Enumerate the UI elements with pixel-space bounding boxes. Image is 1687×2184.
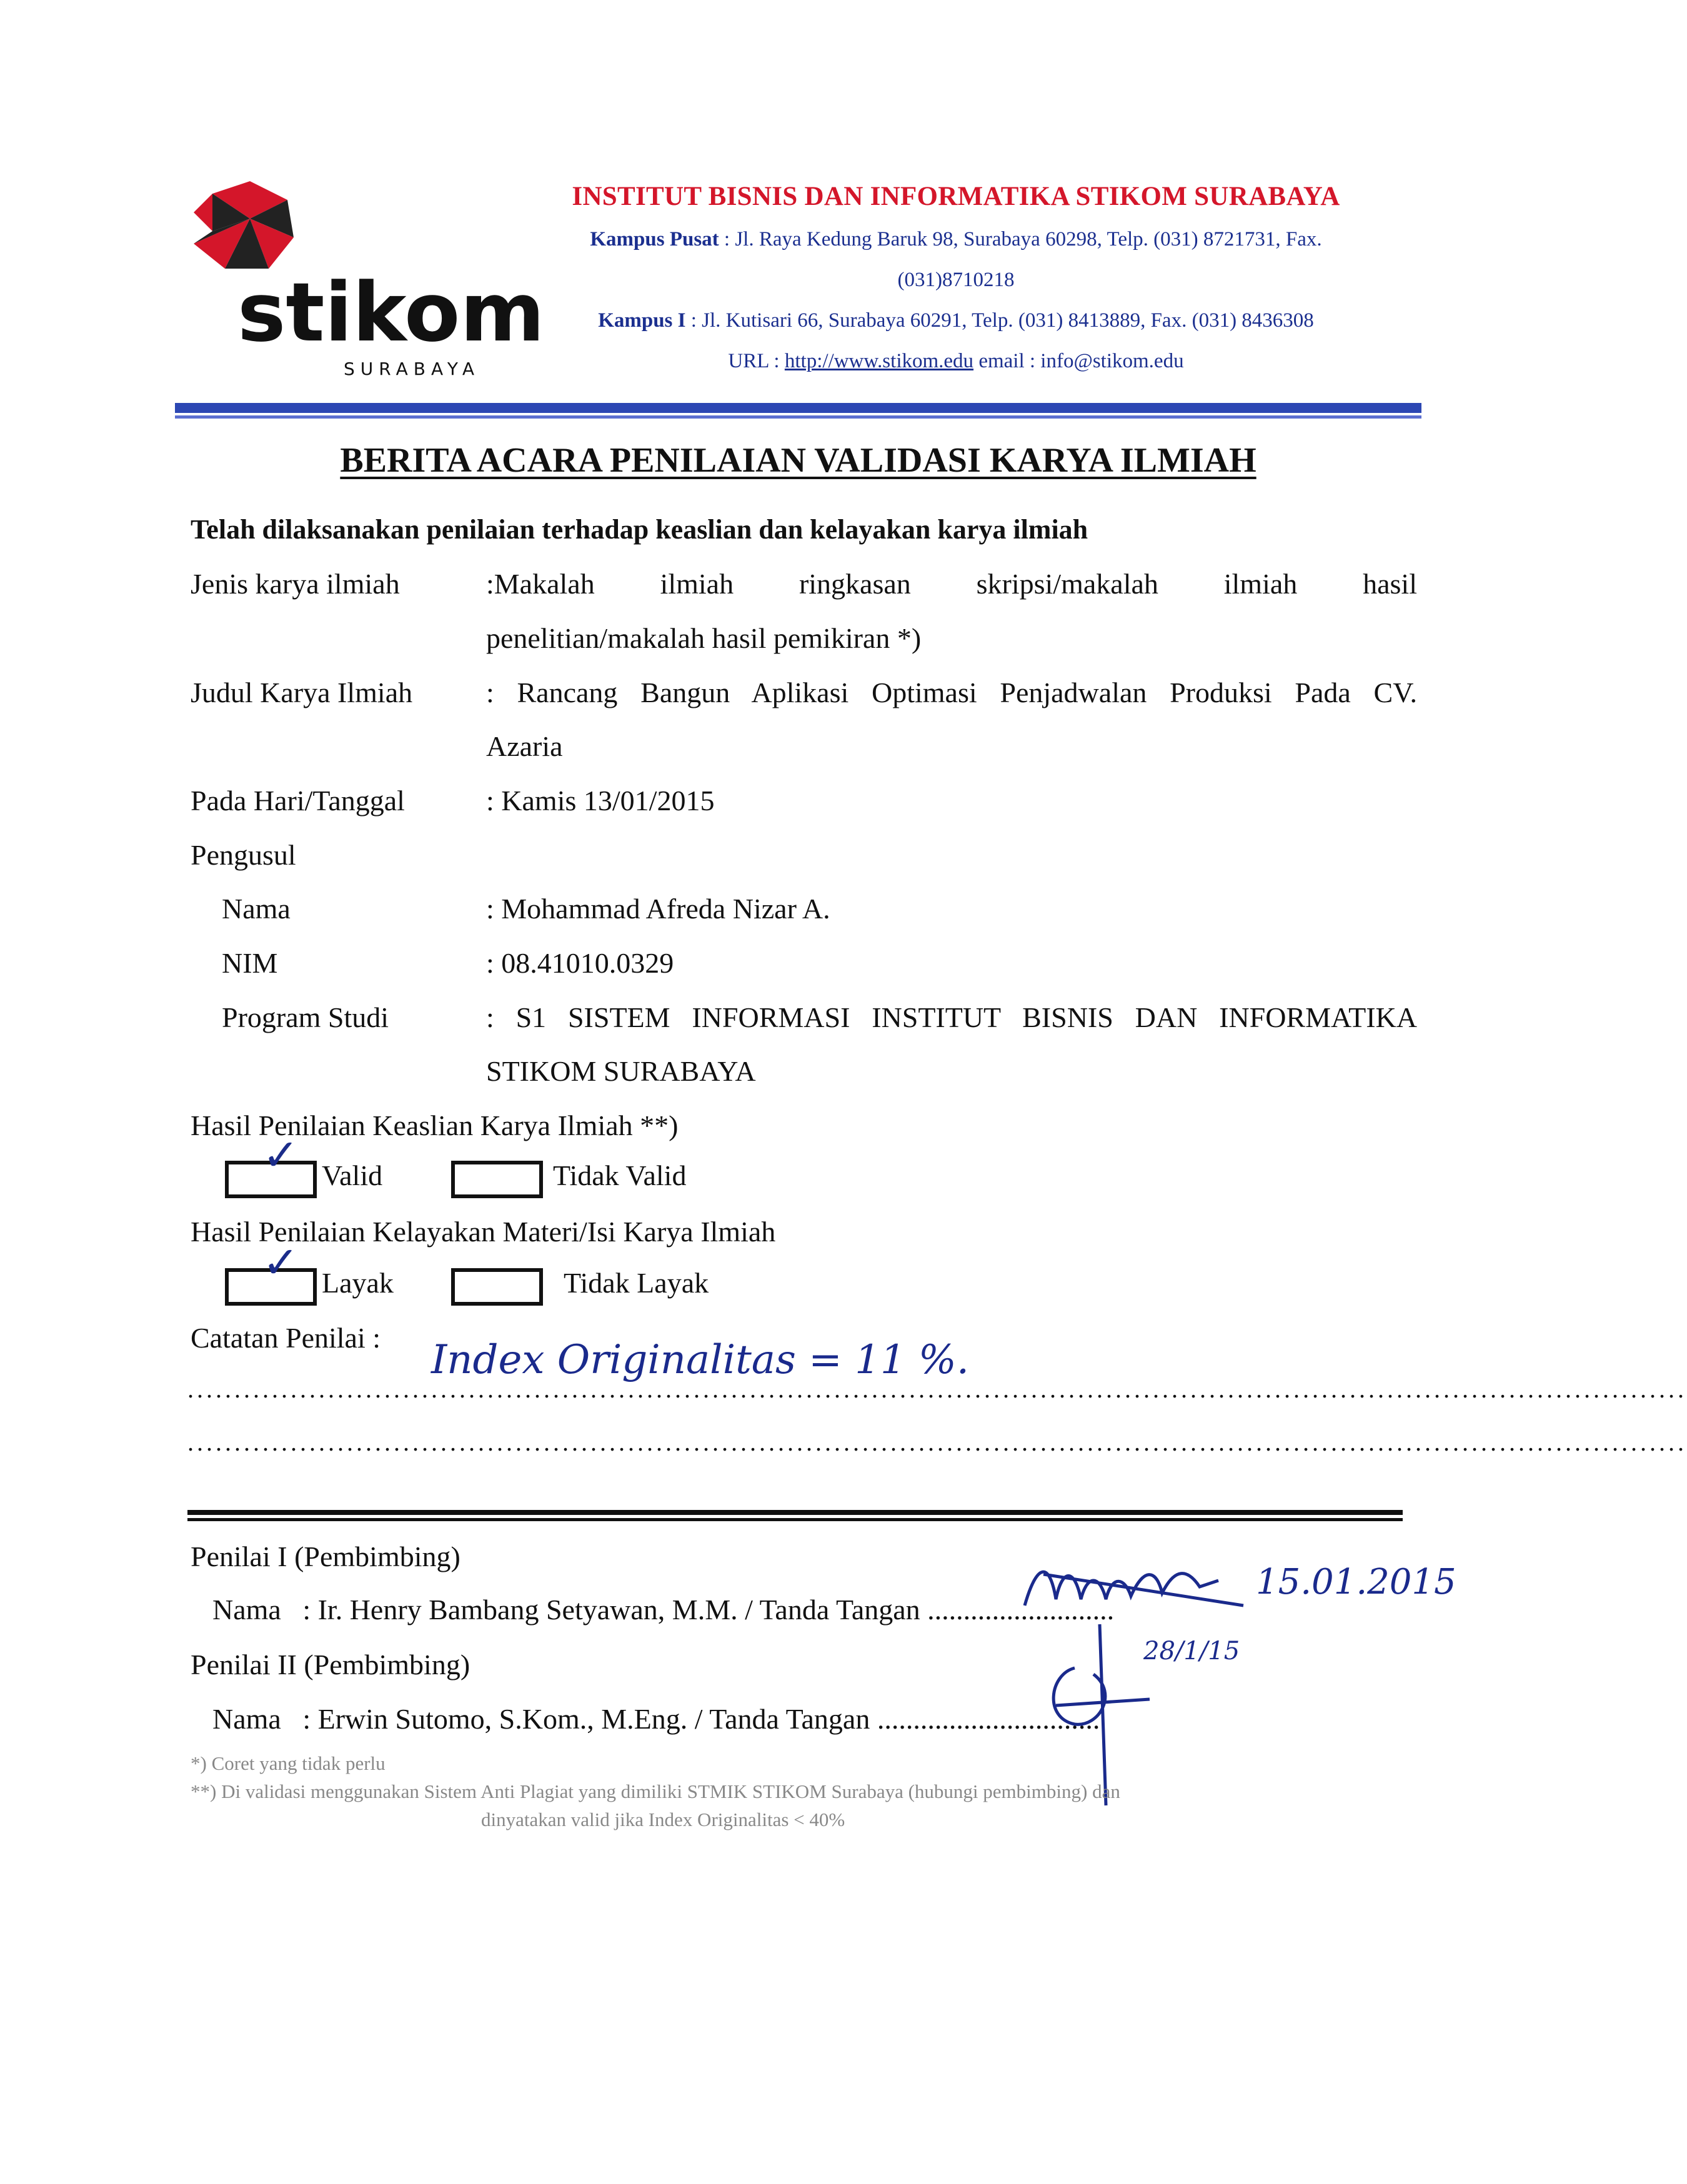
checkmark-icon: ✓ [262,1129,299,1181]
hari-label: Pada Hari/Tanggal [191,785,405,817]
nama-value: : Mohammad Afreda Nizar A. [486,893,830,925]
kampus-pusat-label: Kampus Pusat [590,228,719,251]
kampus-1-line [487,309,1425,332]
penilai-1-date: 15.01.2015 [1256,1562,1456,1602]
jenis-value-line1: :Makalah ilmiah ringkasan skripsi/makalah ilmiah hasil [486,568,1417,600]
institution-name: INSTITUT BISNIS DAN INFORMATIKA STIKOM SURABAYA [572,182,1340,211]
prodi-value-line2: STIKOM SURABAYA [486,1055,756,1087]
prodi-label: Program Studi [222,1001,389,1033]
footnote-2: **) Di validasi menggunakan Sistem Anti Plagiat yang dimiliki STMIK STIKOM Surabaya (hubungi pembimbing) dan [191,1780,1120,1802]
jenis-value-line2: penelitian/makalah hasil pemikiran *) [486,622,922,654]
jenis-label: Jenis karya ilmiah [191,568,400,600]
stikom-logo [187,175,545,387]
header-rule-thin [175,415,1421,419]
document-title: BERITA ACARA PENILAIAN VALIDASI KARYA ILMIAH [340,441,1257,480]
logo-subtext: SURABAYA [344,359,480,379]
judul-label: Judul Karya Ilmiah [191,677,413,708]
penilai-1-label: Penilai I (Pembimbing) [191,1541,460,1572]
footnote-3: dinyatakan valid jika Index Originalitas < 40% [481,1809,845,1830]
catatan-dotted-line-1: ................................................................................................................................................................ [187,1375,1687,1403]
tidak-valid-checkbox[interactable] [451,1161,543,1198]
judul-value-line1: : Rancang Bangun Aplikasi Optimasi Penjadwalan Produksi Pada CV. [486,677,1417,708]
tidak-layak-checkbox[interactable] [451,1268,543,1306]
url-line [487,350,1425,373]
url-label: URL : [728,350,785,372]
footnote-1: *) Coret yang tidak perlu [191,1752,386,1774]
kampus-1-text: : Jl. Kutisari 66, Surabaya 60291, Telp. (031) 8413889, Fax. (031) 8436308 [685,309,1314,332]
penilai-2-name-line: Nama : Erwin Sutomo, S.Kom., M.Eng. / Tanda Tangan ............................... [212,1703,1100,1735]
checkmark-icon: ✓ [262,1237,299,1288]
penilai-2-date: 28/1/15 [1143,1637,1240,1665]
catatan-dotted-line-2: ................................................................................................................................................................ [187,1428,1687,1456]
kelayakan-label: Hasil Penilaian Kelayakan Materi/Isi Karya Ilmiah [191,1216,776,1248]
tidak-layak-label: Tidak Layak [564,1267,709,1299]
judul-value-line2: Azaria [486,730,563,762]
tidak-valid-label: Tidak Valid [553,1159,687,1191]
prodi-value-line1: : S1 SISTEM INFORMASI INSTITUT BISNIS DAN INFORMATIKA [486,1001,1417,1033]
kampus-pusat-text: : Jl. Raya Kedung Baruk 98, Surabaya 60298, Telp. (031) 8721731, Fax. [719,228,1322,251]
logo-star-icon [194,181,294,269]
catatan-label: Catatan Penilai : [191,1322,381,1354]
section-rule-thin [187,1518,1403,1521]
valid-label: Valid [322,1159,383,1191]
kampus-pusat-line [487,228,1425,251]
penilai-2-label: Penilai II (Pembimbing) [191,1649,470,1680]
nama-label: Nama [222,893,291,925]
kampus-1-label: Kampus I [598,309,686,332]
header-rule [175,403,1421,413]
pengusul-label: Pengusul [191,839,296,871]
kampus-pusat-fax: (031)8710218 [897,269,1015,291]
nim-label: NIM [222,947,278,979]
lead-text: Telah dilaksanakan penilaian terhadap keaslian dan kelayakan karya ilmiah [191,514,1088,545]
url-link[interactable]: http://www.stikom.edu [784,350,974,372]
hari-value: : Kamis 13/01/2015 [486,785,715,817]
keaslian-label: Hasil Penilaian Keaslian Karya Ilmiah **) [191,1109,679,1141]
layak-label: Layak [322,1267,394,1299]
penilai-1-name-line: Nama : Ir. Henry Bambang Setyawan, M.M. / Tanda Tangan .......................... [212,1594,1115,1626]
logo-wordmark: stikom [237,265,545,360]
section-rule [187,1510,1403,1515]
nim-value: : 08.41010.0329 [486,947,674,979]
catatan-handwritten: Index Originalitas = 11 %. [431,1337,970,1383]
email-text: email : info@stikom.edu [973,350,1184,372]
